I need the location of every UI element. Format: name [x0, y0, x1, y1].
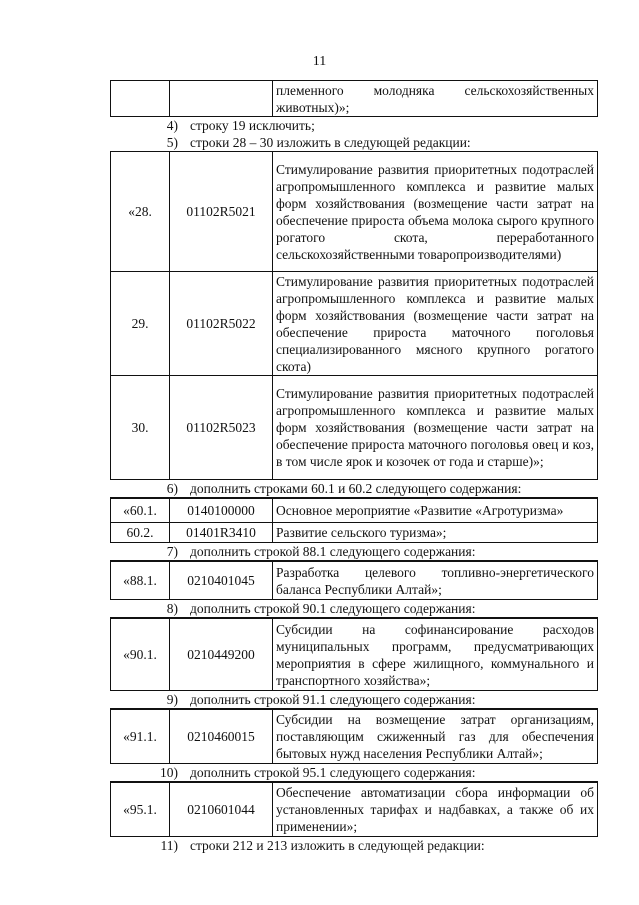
- row-number-cell: «28.: [111, 152, 170, 272]
- instruction-item: [110, 480, 598, 498]
- document-body: [110, 80, 598, 854]
- code-cell: 01401R3410: [170, 523, 273, 543]
- table-row: [111, 152, 598, 272]
- description-cell: Стимулирование развития приоритетных подотраслей агропромышленного комплекса и развитие малых форм хозяйствования (возмещение части затрат на обеспечение прироста маточного поголовья овец и коз, в том числе ярок и козочек от года и старше)»;: [273, 376, 598, 480]
- table-row: [111, 272, 598, 376]
- row-number-cell: 30.: [111, 376, 170, 480]
- instruction-number: 5): [166, 135, 178, 150]
- row-number-cell: «88.1.: [111, 562, 170, 600]
- instruction-item: [110, 543, 598, 561]
- instruction-item: [110, 764, 598, 782]
- instruction-item: [110, 600, 598, 618]
- instruction-item: [110, 117, 598, 134]
- table-continuation: [110, 80, 598, 117]
- instruction-item: [110, 134, 598, 151]
- code-cell: 01102R5021: [170, 152, 273, 272]
- code-cell: [170, 81, 273, 117]
- instruction-number: 7): [166, 544, 178, 559]
- instruction-text: дополнить строкой 90.1 следующего содержания:: [190, 601, 476, 616]
- code-cell: 0210601044: [170, 783, 273, 837]
- description-cell: Стимулирование развития приоритетных подотраслей агропромышленного комплекса и развитие малых форм хозяйствования (возмещение части затрат на обеспечение прироста маточного поголовья специализированного мясного крупного рогатого скота): [273, 272, 598, 376]
- code-cell: 0140100000: [170, 499, 273, 523]
- instruction-text: строку 19 исключить;: [190, 118, 315, 133]
- description-cell: Субсидии на возмещение затрат организациям, поставляющим сжиженный газ для обеспечения бытовых нужд населения Республики Алтай»;: [273, 710, 598, 764]
- description-cell: Основное мероприятие «Развитие «Агротуризма»: [273, 499, 598, 523]
- row-number-cell: [111, 81, 170, 117]
- table-row-88: [110, 561, 598, 600]
- table-row: [111, 499, 598, 523]
- description-cell: Субсидии на софинансирование расходов муниципальных программ, предусматривающих мероприятия в сфере жилищного, коммунального и транспортного хозяйства»;: [273, 619, 598, 691]
- instruction-text: строки 212 и 213 изложить в следующей редакции:: [190, 838, 485, 853]
- table-row: [111, 783, 598, 837]
- instruction-number: 11): [160, 838, 178, 853]
- instruction-item: [110, 691, 598, 709]
- row-number-cell: «91.1.: [111, 710, 170, 764]
- page-number: 11: [312, 54, 327, 69]
- table-row-95: [110, 782, 598, 837]
- table-row-91: [110, 709, 598, 764]
- instruction-text: строки 28 – 30 изложить в следующей редакции:: [190, 135, 471, 150]
- table-row: [111, 562, 598, 600]
- instruction-item: [110, 837, 598, 854]
- instruction-text: дополнить строками 60.1 и 60.2 следующего содержания:: [190, 481, 522, 496]
- instruction-number: 10): [160, 765, 178, 780]
- instruction-number: 9): [166, 692, 178, 707]
- row-number-cell: «90.1.: [111, 619, 170, 691]
- instruction-text: дополнить строкой 88.1 следующего содержания:: [190, 544, 476, 559]
- description-cell: Стимулирование развития приоритетных подотраслей агропромышленного комплекса и развитие малых форм хозяйствования (возмещение части затрат на обеспечение прироста объема молока сырого крупного рогатого скота, переработанного сельскохозяйственными товаропроизводителями): [273, 152, 598, 272]
- table-row: [111, 523, 598, 543]
- code-cell: 01102R5023: [170, 376, 273, 480]
- instruction-text: дополнить строкой 95.1 следующего содержания:: [190, 765, 476, 780]
- description-cell: Разработка целевого топливно-энергетического баланса Республики Алтай»;: [273, 562, 598, 600]
- row-number-cell: 29.: [111, 272, 170, 376]
- code-cell: 0210460015: [170, 710, 273, 764]
- row-number-cell: 60.2.: [111, 523, 170, 543]
- table-rows-60: [110, 498, 598, 543]
- row-number-cell: «60.1.: [111, 499, 170, 523]
- table-row: [111, 81, 598, 117]
- instruction-number: 6): [166, 481, 178, 496]
- table-row: [111, 710, 598, 764]
- table-rows-28-30: [110, 151, 598, 480]
- table-row-90: [110, 618, 598, 691]
- row-number-cell: «95.1.: [111, 783, 170, 837]
- code-cell: 0210449200: [170, 619, 273, 691]
- instruction-number: 8): [166, 601, 178, 616]
- table-row: [111, 376, 598, 480]
- instruction-number: 4): [166, 118, 178, 133]
- instruction-text: дополнить строкой 91.1 следующего содержания:: [190, 692, 476, 707]
- code-cell: 0210401045: [170, 562, 273, 600]
- description-cell: Развитие сельского туризма»;: [273, 523, 598, 543]
- description-cell: племенного молодняка сельскохозяйственных животных)»;: [273, 81, 598, 117]
- code-cell: 01102R5022: [170, 272, 273, 376]
- table-row: [111, 619, 598, 691]
- description-cell: Обеспечение автоматизации сбора информации об установленных тарифах и надбавках, а также об их применении»;: [273, 783, 598, 837]
